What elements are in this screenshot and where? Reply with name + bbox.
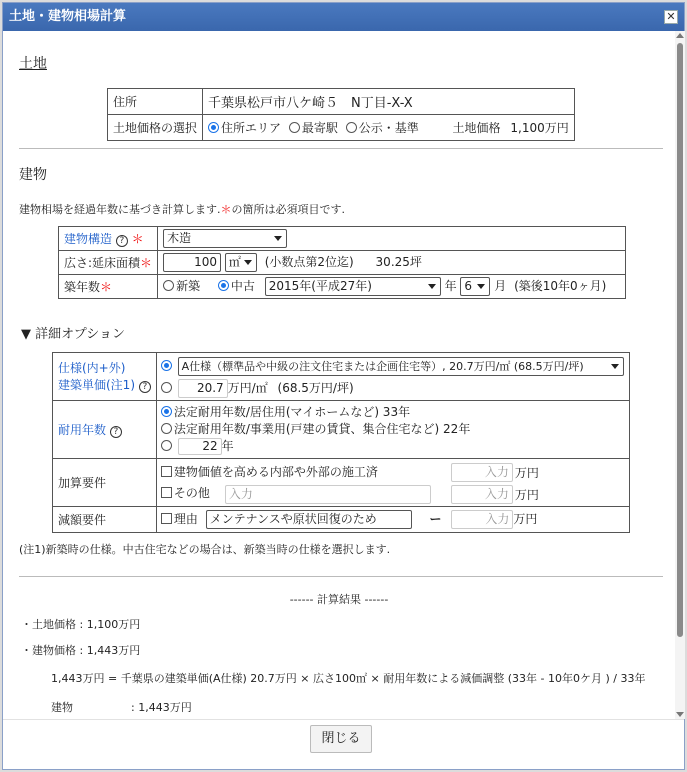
scroll-thumb[interactable]	[677, 43, 683, 637]
chevron-down-icon	[274, 236, 282, 241]
area-tsubo: 30.25坪	[375, 255, 422, 269]
sub-reason-input[interactable]: メンテナンスや原状回復のため	[206, 510, 412, 529]
structure-label: 建物構造 ? ＊	[59, 227, 158, 251]
month-select[interactable]: 6	[460, 277, 490, 296]
checkbox-icon[interactable]	[161, 513, 172, 524]
radio-selected-icon[interactable]	[161, 360, 172, 371]
divider	[19, 148, 663, 149]
structure-select[interactable]: 木造	[163, 229, 287, 248]
dialog-title: 土地・建物相場計算	[9, 9, 127, 24]
dialog-content	[3, 31, 675, 719]
land-price-label: 土地価格	[452, 121, 501, 135]
option-address-area[interactable]: 住所エリア	[208, 121, 281, 135]
building-description: 建物相場を経過年数に基づき計算します.＊の箇所は必須項目です.	[19, 203, 345, 216]
help-icon[interactable]: ?	[110, 426, 122, 438]
radio-icon[interactable]	[346, 122, 357, 133]
add-label: 加算要件	[53, 459, 157, 507]
options-table	[52, 352, 630, 533]
add-amount-input-2[interactable]: 入力	[451, 485, 513, 504]
radio-icon[interactable]	[161, 440, 172, 451]
land-table	[107, 88, 575, 141]
age-note: (築後10年0ヶ月)	[514, 279, 607, 293]
radio-icon[interactable]	[161, 382, 172, 393]
radio-selected-icon[interactable]	[218, 280, 229, 291]
scroll-up-icon[interactable]	[676, 33, 684, 38]
sub-option-reason[interactable]: 理由	[161, 512, 198, 526]
sub-amount-input[interactable]: 入力	[451, 510, 513, 529]
result-building-line: ・建物価格 : 1,443万円	[21, 644, 141, 657]
radio-icon[interactable]	[163, 280, 174, 291]
minus-sign: ー	[429, 512, 442, 526]
custom-price-input[interactable]: 20.7	[178, 379, 228, 398]
life-option-residential[interactable]: 法定耐用年数/居住用(マイホームなど) 33年	[161, 405, 410, 419]
help-icon[interactable]: ?	[116, 235, 128, 247]
add-amount-unit-1: 万円	[514, 466, 539, 480]
help-icon[interactable]: ?	[139, 381, 151, 393]
address-label: 住所	[108, 89, 203, 115]
life-label: 耐用年数 ?	[53, 401, 157, 459]
area-input[interactable]: 100	[163, 253, 221, 272]
result-formula: 1,443万円 = 千葉県の建築単価(A仕様) 20.7万円 × 広さ100㎡ × 耐用年数による減価調整 (33年 - 10年0ケ月 ) / 33年	[51, 672, 646, 685]
chevron-down-icon	[244, 260, 252, 265]
custom-tsubo: (68.5万円/坪)	[277, 380, 354, 395]
scroll-down-icon[interactable]	[676, 712, 684, 717]
close-icon[interactable]: ✕	[664, 10, 678, 24]
radio-selected-icon[interactable]	[161, 406, 172, 417]
sub-amount-unit: 万円	[513, 512, 538, 526]
result-land-line: ・土地価格 : 1,100万円	[21, 618, 141, 631]
age-used-option[interactable]: 中古	[218, 279, 255, 293]
address-value: 千葉県松戸市八ケ崎５ N丁目-X-X	[203, 89, 575, 115]
dialog-titlebar	[3, 3, 684, 31]
option-public-price[interactable]: 公示・基準	[346, 121, 419, 135]
result-heading: ------ 計算結果 ------	[289, 593, 389, 606]
add-option-other[interactable]: その他	[161, 486, 210, 500]
building-heading: 建物	[19, 167, 47, 183]
divider	[19, 576, 663, 577]
life-custom-unit: 年	[221, 439, 234, 453]
result-building-label: 建物	[51, 701, 73, 714]
price-method-label: 土地価格の選択	[108, 115, 203, 141]
area-hint: (小数点第2位迄)	[264, 255, 354, 269]
footer-divider	[3, 719, 684, 720]
life-custom-input[interactable]: 22	[178, 438, 222, 455]
add-amount-unit-2: 万円	[514, 488, 539, 502]
radio-selected-icon[interactable]	[208, 122, 219, 133]
year-select[interactable]: 2015年(平成27年)	[265, 277, 441, 296]
add-option-improvement[interactable]: 建物価値を高める内部や外部の施工済	[161, 465, 378, 479]
age-label: 築年数＊	[59, 275, 158, 299]
footnote: (注1)新築時の仕様。中古住宅などの場合は、新築当時の仕様を選択します.	[19, 543, 391, 556]
add-amount-input-1[interactable]: 入力	[451, 463, 513, 482]
radio-icon[interactable]	[289, 122, 300, 133]
life-option-business[interactable]: 法定耐用年数/事業用(戸建の賃貸、集合住宅など) 22年	[161, 422, 471, 436]
custom-price-unit: 万円/㎡	[227, 380, 268, 395]
area-unit-select[interactable]: ㎡	[225, 253, 257, 272]
area-label: 広さ:延床面積＊	[59, 251, 158, 275]
chevron-down-icon	[428, 284, 436, 289]
calculator-dialog	[2, 2, 685, 770]
land-heading: 土地	[19, 56, 47, 72]
checkbox-icon[interactable]	[161, 487, 172, 498]
chevron-down-icon	[611, 364, 619, 369]
land-price-value: 1,100万円	[510, 121, 569, 135]
option-nearest-station[interactable]: 最寄駅	[289, 121, 338, 135]
age-new-option[interactable]: 新築	[163, 279, 200, 293]
spec-label: 仕様(内+外) 建築単価(注1) ?	[53, 353, 157, 401]
radio-icon[interactable]	[161, 423, 172, 434]
building-table	[58, 226, 626, 299]
result-building-value: : 1,443万円	[131, 701, 192, 714]
vertical-scrollbar[interactable]	[675, 31, 685, 719]
add-other-input[interactable]: 入力	[225, 485, 431, 504]
spec-select[interactable]: A仕様（標準品や中級の注文住宅または企画住宅等）, 20.7万円/㎡ (68.5万円/坪)	[178, 357, 624, 376]
options-toggle[interactable]: ▼ 詳細オプション	[21, 327, 125, 342]
sub-label: 減額要件	[53, 507, 157, 533]
month-suffix: 月	[494, 279, 507, 293]
chevron-down-icon	[477, 284, 485, 289]
close-button[interactable]: 閉じる	[310, 725, 372, 753]
checkbox-icon[interactable]	[161, 466, 172, 477]
year-suffix: 年	[444, 279, 457, 293]
